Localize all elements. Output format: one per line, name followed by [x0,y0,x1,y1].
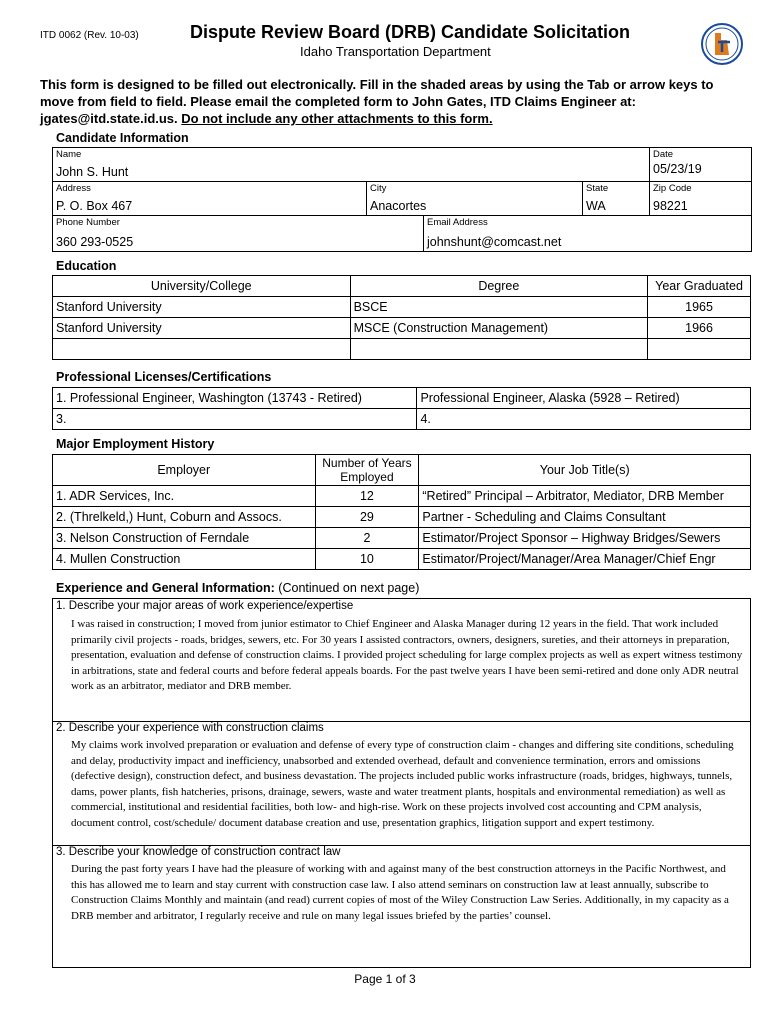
question-3-answer: During the past forty years I have had the pleasure of working with and against many of the best construction attorneys in the Pacific Northwest, and this has allowed me to learn and stay current with construction case law. I also attend seminars on construction law at least annually, subscribe to Construction Claims Monthly and maintain (and read) current copies of most of the Wiley Construction Law Series. Additionally, in my capacity as a DRB member and arbitrator, I regularly receive and rule on many legal issues briefed by the parties’ counsel. [71,863,729,922]
education-degree[interactable]: MSCE (Construction Management) [350,318,648,339]
question-2-answer: My claims work involved preparation or evaluation and defense of every type of construction claim - changes and differing site conditions, scheduling and delay, productivity impact and inefficiency, unabsorbed and extended overhead, default and convenience termination, errors and omissions (defective design), construction defect, and business devastation. The projects included public works infrastructure (roads, bridges, highways, tunnels, dams, power plants, fish hatcheries, prisons, drainage, sewers, waste and water treatment plants, hospitals and environmental remediation) as well as commercial, institutional and residential facilities, both low- and high-rise. Work on these projects involved cost accounting and CPM analysis, document control, cost/schedule/ document database creation and use, presentation graphics, litigation support and expert testimony. [71,739,734,829]
employer[interactable]: 3. Nelson Construction of Ferndale [53,528,316,549]
zip-label: Zip Code [653,183,692,194]
candidate-heading: Candidate Information [56,131,189,145]
experience-heading-row [56,581,419,595]
attachment-warning: Do not include any other attachments to this form. [181,111,493,126]
education-table [52,275,751,360]
form-number: ITD 0062 (Rev. 10-03) [40,30,139,41]
job-title[interactable]: Estimator/Project/Manager/Area Manager/Chief Engr [419,549,751,570]
employer[interactable]: 2. (Threlkeld,) Hunt, Coburn and Assocs. [53,507,316,528]
license-2[interactable]: Professional Engineer, Alaska (5928 – Retired) [417,388,751,409]
column-header: Year Graduated [648,276,751,297]
job-title[interactable]: Estimator/Project Sponsor – Highway Bridges/Sewers [419,528,751,549]
education-degree[interactable]: BSCE [350,297,648,318]
license-3[interactable]: 3. [53,409,417,430]
table-row [53,297,751,318]
city-field[interactable] [367,182,583,216]
licenses-heading: Professional Licenses/Certifications [56,370,272,384]
name-label: Name [56,149,82,160]
city-label: City [370,183,387,194]
question-3-label: 3. Describe your knowledge of construction contract law [56,846,341,858]
instructions-text: This form is designed to be filled out electronically. Fill in the shaded areas by using the Tab or arrow keys to move from field to field. Please email the completed form to John Gates, ITD Claims Engineer at: jgates@itd.state.id.us. [40,77,714,126]
employer[interactable]: 4. Mullen Construction [53,549,316,570]
page-subtitle: Idaho Transportation Department [300,44,491,59]
education-degree[interactable] [350,339,648,360]
page-title: Dispute Review Board (DRB) Candidate Solicitation [190,22,631,42]
phone-value: 360 293-0525 [56,235,134,249]
email-field[interactable] [424,216,752,252]
table-row [53,318,751,339]
question-1-block[interactable] [53,599,750,722]
table-row [53,388,751,409]
table-header-row [53,455,751,486]
education-school[interactable] [53,339,351,360]
question-1-label: 1. Describe your major areas of work experience/expertise [56,600,354,612]
experience-box [52,598,751,968]
phone-field[interactable] [53,216,424,252]
state-value: WA [586,199,606,213]
candidate-info-box [52,147,752,252]
education-heading: Education [56,259,117,273]
table-row [53,409,751,430]
license-1[interactable]: 1. Professional Engineer, Washington (13743 - Retired) [53,388,417,409]
state-field[interactable] [583,182,650,216]
column-header: Employer [53,455,316,486]
table-row [53,507,751,528]
date-label: Date [653,149,674,160]
education-school[interactable]: Stanford University [53,297,351,318]
education-year[interactable]: 1965 [648,297,751,318]
page-number: Page 1 of 3 [354,972,416,986]
table-header-row [53,276,751,297]
city-value: Anacortes [370,199,427,213]
instructions [40,76,740,127]
table-row [53,528,751,549]
address-value: P. O. Box 467 [56,199,133,213]
license-4[interactable]: 4. [417,409,751,430]
licenses-table [52,387,751,430]
experience-heading: Experience and General Information: [56,581,275,595]
years-employed[interactable]: 29 [315,507,419,528]
education-year[interactable]: 1966 [648,318,751,339]
employer[interactable]: 1. ADR Services, Inc. [53,486,316,507]
itd-logo-icon [700,22,744,66]
name-value: John S. Hunt [56,165,129,179]
education-year[interactable] [648,339,751,360]
years-employed[interactable]: 2 [315,528,419,549]
table-row [53,486,751,507]
question-3-block[interactable] [53,845,750,967]
question-2-label: 2. Describe your experience with construction claims [56,722,324,734]
job-title[interactable]: “Retired” Principal – Arbitrator, Mediator, DRB Member [419,486,751,507]
education-school[interactable]: Stanford University [53,318,351,339]
column-header: Degree [350,276,648,297]
column-header: University/College [53,276,351,297]
date-value: 05/23/19 [653,162,702,176]
question-2-block[interactable] [53,721,750,846]
job-title[interactable]: Partner - Scheduling and Claims Consultant [419,507,751,528]
column-header: Your Job Title(s) [419,455,751,486]
question-1-answer: I was raised in construction; I moved from junior estimator to Chief Engineer and Alaska Manager during 12 years in the field. That work included primarily civil projects - roads, bridges, sewers, etc. For 30 years I assisted contractors, owners, designers, sureties, and their attorneys in preparation, presentation, evaluation and defense of construction claims. I provided project scheduling for large complex projects as well as expert witness testimony in arbitrations, state and federal courts and before federal appeals boards. For the past twelve years I have been semi-retired and done only ADR neutral work as an arbitrator, mediator and DRB member. [71,618,743,692]
phone-label: Phone Number [56,217,120,228]
table-row [53,339,751,360]
zip-field[interactable] [650,182,752,216]
continued-note: (Continued on next page) [278,581,420,595]
employment-table [52,454,751,570]
email-value: johnshunt@comcast.net [427,235,562,249]
name-field[interactable] [53,148,650,182]
email-label: Email Address [427,217,488,228]
address-field[interactable] [53,182,367,216]
address-label: Address [56,183,91,194]
years-employed[interactable]: 12 [315,486,419,507]
state-label: State [586,183,609,194]
column-header: Number of Years Employed [315,455,419,486]
employment-heading: Major Employment History [56,437,215,451]
table-row [53,549,751,570]
date-field[interactable] [650,148,752,182]
years-employed[interactable]: 10 [315,549,419,570]
zip-value: 98221 [653,199,688,213]
